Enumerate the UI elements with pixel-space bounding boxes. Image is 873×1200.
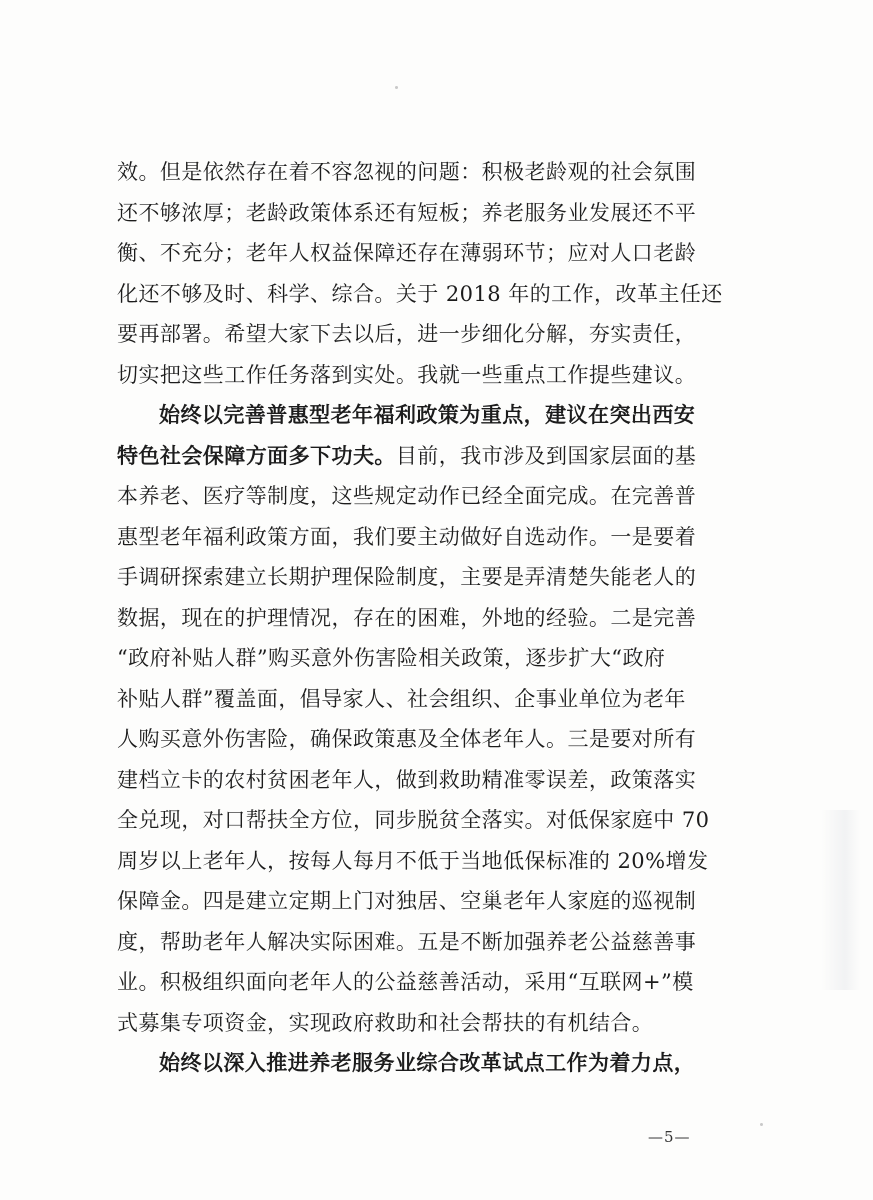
paragraph-heading: 始终以深入推进养老服务业综合改革试点工作为着力点， bbox=[159, 1050, 696, 1075]
text-line: 式募集专项资金，实现政府救助和社会帮扶的有机结合。 bbox=[117, 1010, 654, 1035]
text-line: 数据，现在的护理情况，存在的困难，外地的经验。二是完善 bbox=[117, 605, 697, 630]
text-line: 还不够浓厚；老龄政策体系还有短板；养老服务业发展还不平 bbox=[117, 200, 697, 225]
text-line: 切实把这些工作任务落到实处。我就一些重点工作提些建议。 bbox=[117, 362, 697, 387]
text-line: 效。但是依然存在着不容忽视的问题：积极老龄观的社会氛围 bbox=[117, 160, 697, 184]
scan-speck bbox=[760, 1123, 763, 1126]
text-line: “政府补贴人群”购买意外伤害险相关政策，逐步扩大“政府 bbox=[117, 646, 666, 670]
paragraph-heading: 始终以完善普惠型老年福利政策为重点，建议在突出西安 bbox=[159, 402, 696, 427]
text-line: 保障金。四是建立定期上门对独居、空巢老年人家庭的巡视制 bbox=[117, 889, 697, 913]
scan-smudge bbox=[821, 810, 861, 990]
page-number: —5— bbox=[648, 1128, 691, 1146]
text-segment: 目前，我市涉及到国家层面的基 bbox=[395, 443, 697, 468]
text-line: 周岁以上老年人，按每人每月不低于当地低保标准的 20%增发 bbox=[117, 848, 709, 873]
text-line: 手调研探索建立长期护理保险制度，主要是弄清楚失能老人的 bbox=[117, 565, 697, 589]
text-line: 衡、不充分；老年人权益保障还存在薄弱环节；应对人口老龄 bbox=[117, 241, 697, 265]
text-line: 度，帮助老年人解决实际困难。五是不断加强养老公益慈善事 bbox=[117, 929, 697, 954]
text-line: 化还不够及时、科学、综合。关于 2018 年的工作，改革主任还 bbox=[117, 281, 723, 306]
text-line: 人购买意外伤害险，确保政策惠及全体老年人。三是要对所有 bbox=[117, 727, 697, 751]
text-line bbox=[117, 436, 749, 477]
text-line: 要再部署。希望大家下去以后，进一步细化分解，夯实责任， bbox=[117, 322, 697, 346]
text-line: 惠型老年福利政策方面，我们要主动做好自选动作。一是要着 bbox=[117, 524, 697, 549]
paragraph-heading-end: 特色社会保障方面多下功夫。 bbox=[117, 442, 396, 468]
text-line: 本养老、医疗等制度，这些规定动作已经全面完成。在完善普 bbox=[117, 484, 697, 508]
document-body bbox=[117, 152, 749, 1084]
text-line: 业。积极组织面向老年人的公益慈善活动，采用“互联网+”模 bbox=[117, 970, 694, 994]
text-line: 补贴人群”覆盖面，倡导家人、社会组织、企事业单位为老年 bbox=[117, 686, 686, 711]
text-line: 建档立卡的农村贫困老年人，做到救助精准零误差，政策落实 bbox=[117, 767, 697, 792]
text-line: 全兑现，对口帮扶全方位，同步脱贫全落实。对低保家庭中 70 bbox=[117, 808, 710, 832]
scan-speck bbox=[395, 86, 398, 89]
